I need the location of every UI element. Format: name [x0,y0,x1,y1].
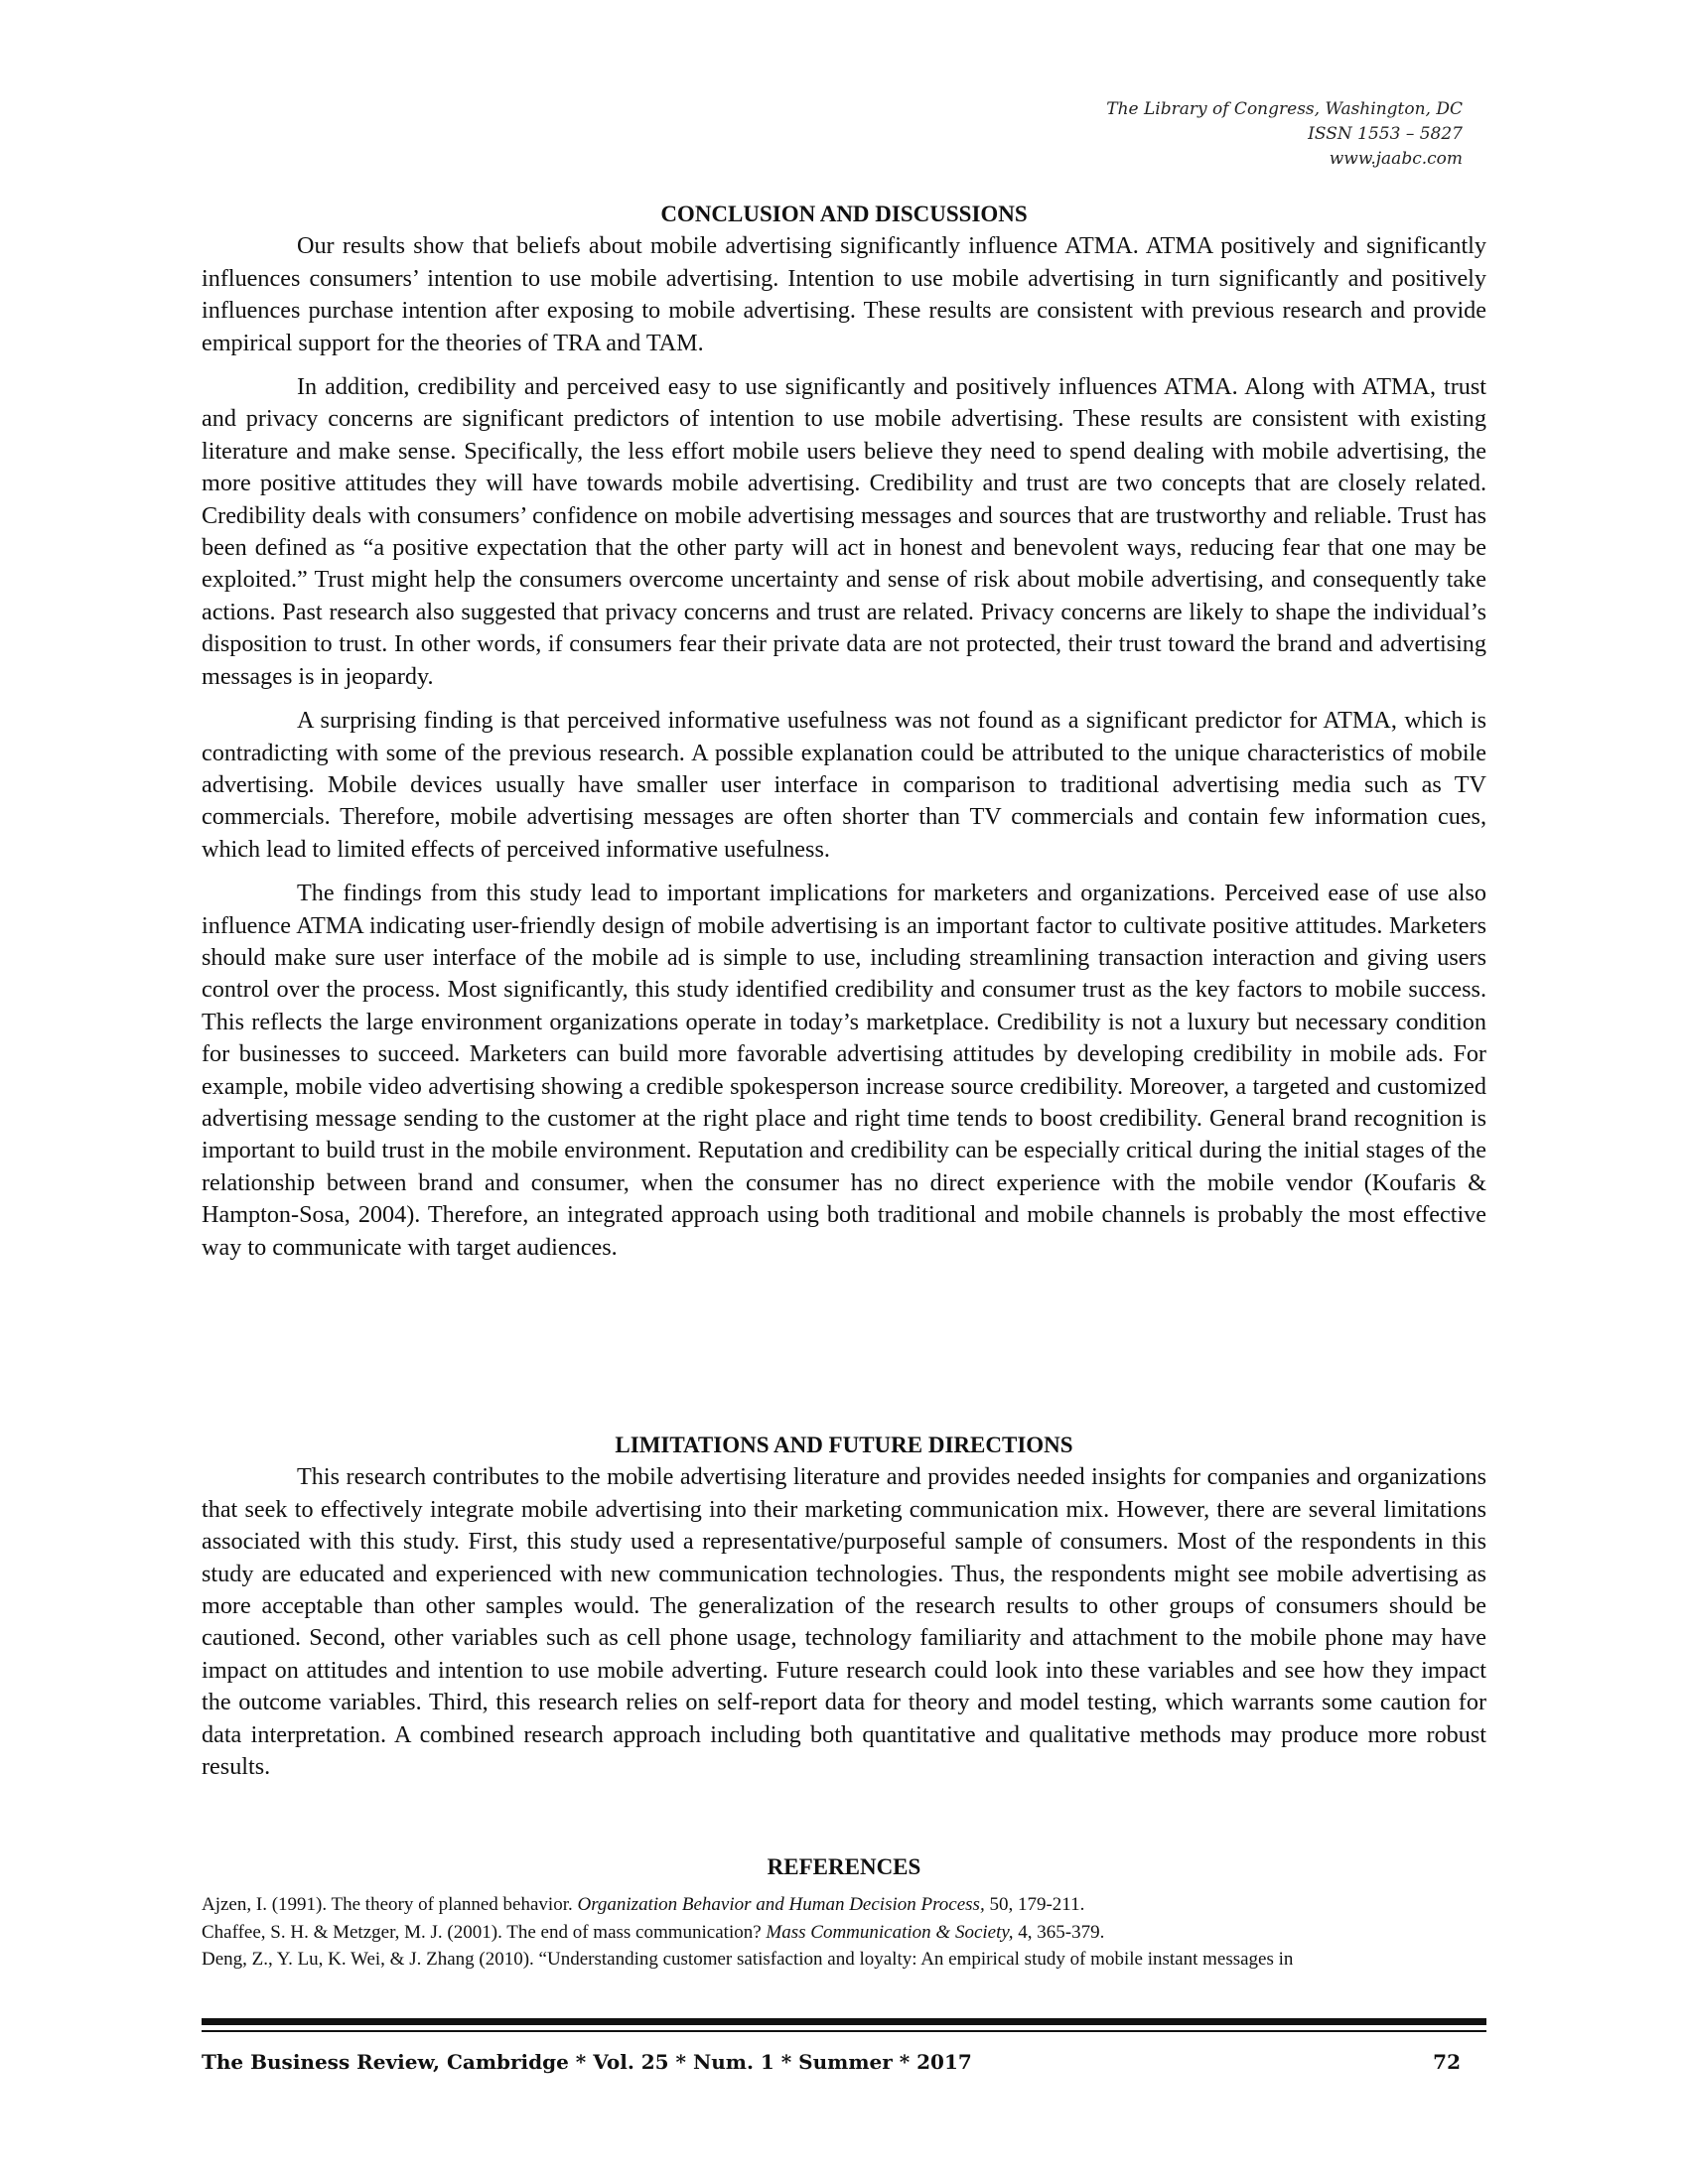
reference-item [202,1919,1486,1947]
footer-journal-info: The Business Review, Cambridge * Vol. 25 * Num. 1 * Summer * 2017 [202,2050,972,2074]
paragraph: The findings from this study lead to important implications for marketers and organizations. Perceived ease of use also influence ATMA indicating user-friendly design of mobile advertising is an important factor to cultivate positive attitudes. Marketers should make sure user interface of the mobile ad is simple to use, including streamlining transaction interaction and giving users control over the process. Most significantly, this study identified credibility and consumer trust as the key factors to mobile success. This reflects the large environment organizations operate in today’s marketplace. Credibility is not a luxury but necessary condition for businesses to succeed. Marketers can build more favorable advertising attitudes by developing credibility in mobile ads. For example, mobile video advertising showing a credible spokesperson increase source credibility. Moreover, a targeted and customized advertising message sending to the customer at the right place and right time tends to boost credibility. General brand recognition is important to build trust in the mobile environment. Reputation and credibility can be especially critical during the initial stages of the relationship between brand and consumer, when the consumer has no direct experience with the mobile vendor (Koufaris & Hampton-Sosa, 2004). Therefore, an integrated approach using both traditional and mobile channels is probably the most effective way to communicate with target audiences. [202,880,1486,1261]
section-conclusion [202,199,1486,1264]
header-library-line: The Library of Congress, Washington, DC [1106,99,1463,119]
reference-journal: Organization Behavior and Human Decision Process, [577,1894,985,1916]
references-heading: REFERENCES [767,1854,921,1879]
page-footer [202,2050,1486,2074]
footer-divider-thin [202,2030,1486,2032]
reference-text: Deng, Z., Y. Lu, K. Wei, & J. Zhang (2010). “Understanding customer satisfaction and loyalty: An empirical study of mobile instant messages in [202,1949,1294,1971]
section-heading: CONCLUSION AND DISCUSSIONS [660,202,1028,226]
section-limitations [202,1430,1486,1783]
reference-item [202,1891,1486,1919]
reference-text: Chaffee, S. H. & Metzger, M. J. (2001). The end of mass communication? [202,1921,767,1943]
reference-volume: 4, 365-379. [1013,1921,1105,1943]
paragraph: This research contributes to the mobile advertising literature and provides needed insights for companies and organizations that seek to effectively integrate mobile advertising into their marketing communication mix. However, there are several limitations associated with this study. First, this study used a representative/purposeful sample of consumers. Most of the respondents in this study are educated and experienced with new communication technologies. Thus, the respondents might see mobile advertising as more acceptable than other samples would. The generalization of the research results to other groups of consumers should be cautioned. Second, other variables such as cell phone usage, technology familiarity and attachment to the mobile phone may have impact on attitudes and intention to use mobile adverting. Future research could look into these variables and see how they impact the outcome variables. Third, this research relies on self-report data for theory and model testing, which warrants some caution for data interpretation. A combined research approach including both quantitative and qualitative methods may produce more robust results. [202,1463,1486,1781]
paragraph: In addition, credibility and perceived easy to use significantly and positively influences ATMA. Along with ATMA, trust and privacy concerns are significant predictors of intention to use mobile advertising. These results are consistent with existing literature and make sense. Specifically, the less effort mobile users believe they need to spend dealing with mobile advertising, the more positive attitudes they will have towards mobile advertising. Credibility and trust are two concepts that are closely related. Credibility deals with consumers’ confidence on mobile advertising messages and sources that are trustworthy and reliable. Trust has been defined as “a positive expectation that the other party will act in honest and benevolent ways, reducing fear that one may be exploited.” Trust might help the consumers overcome uncertainty and sense of risk about mobile advertising, and consequently take actions. Past research also suggested that privacy concerns and trust are related. Privacy concerns are likely to shape the individual’s disposition to trust. In other words, if consumers fear their private data are not protected, their trust toward the brand and advertising messages is in jeopardy. [202,373,1486,690]
footer-divider [202,2018,1486,2025]
page-number: 72 [1433,2050,1461,2074]
reference-item [202,1946,1486,1974]
section-references [202,1851,1486,1974]
section-heading: LIMITATIONS AND FUTURE DIRECTIONS [615,1433,1073,1457]
header-issn-line: ISSN 1553 – 5827 [1308,124,1463,144]
publication-header [1046,97,1463,172]
reference-journal: Mass Communication & Society, [766,1921,1014,1943]
paragraph: Our results show that beliefs about mobile advertising significantly influence ATMA. ATMA positively and significantly influences consumers’ intention to use mobile advertising. Intention to use mobile advertising in turn significantly and positively influences purchase intention after exposing to mobile advertising. These results are consistent with previous research and provide empirical support for the theories of TRA and TAM. [202,232,1486,356]
header-website-line: www.jaabc.com [1329,149,1463,169]
reference-volume: 50, 179-211. [984,1894,1085,1916]
paragraph: A surprising finding is that perceived informative usefulness was not found as a significant predictor for ATMA, which is contradicting with some of the previous research. A possible explanation could be attributed to the unique characteristics of mobile advertising. Mobile devices usually have smaller user interface in comparison to traditional advertising media such as TV commercials. Therefore, mobile advertising messages are often shorter than TV commercials and contain few information cues, which lead to limited effects of perceived informative usefulness. [202,707,1486,863]
reference-text: Ajzen, I. (1991). The theory of planned behavior. [202,1894,578,1916]
